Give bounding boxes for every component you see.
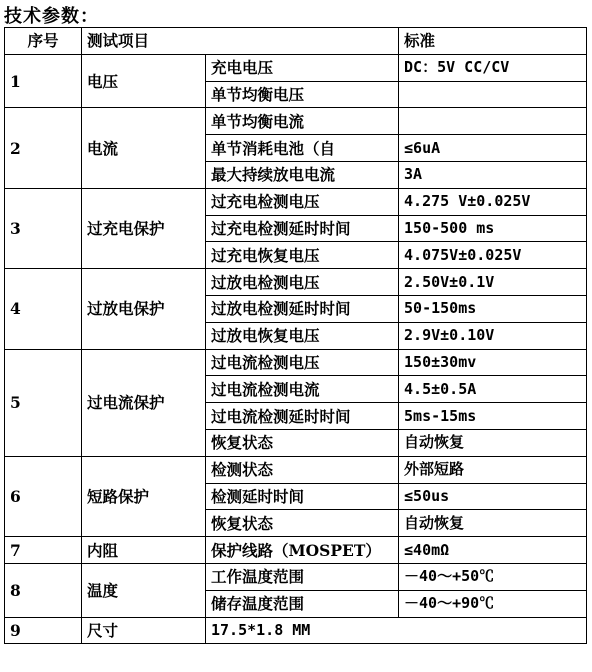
standard-value: 4.5±0.5A <box>399 376 587 403</box>
test-item: 尺寸 <box>82 617 206 644</box>
sub-item: 单节均衡电压 <box>206 81 399 108</box>
standard-value: 自动恢复 <box>399 429 587 456</box>
table-row <box>5 188 587 215</box>
row-number: 4 <box>5 269 82 349</box>
header-standard: 标准 <box>399 28 587 55</box>
row-number: 2 <box>5 108 82 188</box>
spec-body <box>5 54 587 644</box>
standard-value <box>399 108 587 135</box>
standard-value: 150-500 ms <box>399 215 587 242</box>
table-row <box>5 456 587 483</box>
table-row <box>5 349 587 376</box>
sub-item: 过充电恢复电压 <box>206 242 399 269</box>
table-row <box>5 563 587 590</box>
sub-item: 恢复状态 <box>206 510 399 537</box>
sub-item: 过电流检测电流 <box>206 376 399 403</box>
row-number: 6 <box>5 456 82 536</box>
standard-value <box>399 81 587 108</box>
sub-item: 工作温度范围 <box>206 563 399 590</box>
row-number: 8 <box>5 563 82 617</box>
test-item: 内阻 <box>82 537 206 564</box>
test-item: 温度 <box>82 563 206 617</box>
standard-value: 2.9V±0.10V <box>399 322 587 349</box>
sub-item: 过充电检测延时时间 <box>206 215 399 242</box>
sub-item: 储存温度范围 <box>206 590 399 617</box>
standard-value: ≤50us <box>399 483 587 510</box>
spec-table <box>4 27 587 644</box>
row-number: 9 <box>5 617 82 644</box>
sub-item: 过放电检测电压 <box>206 269 399 296</box>
header-no: 序号 <box>5 28 82 55</box>
sub-item: 充电电压 <box>206 54 399 81</box>
standard-value: 自动恢复 <box>399 510 587 537</box>
standard-value: 2.50V±0.1V <box>399 269 587 296</box>
standard-value: DC：5V CC/CV <box>399 54 587 81</box>
sub-item: 恢复状态 <box>206 429 399 456</box>
standard-value: 17.5*1.8 MM <box>206 617 587 644</box>
standard-value: 3A <box>399 161 587 188</box>
sub-item: 单节均衡电流 <box>206 108 399 135</box>
test-item: 过放电保护 <box>82 269 206 349</box>
sub-item: 保护线路（MOSPET） <box>206 537 399 564</box>
row-number: 1 <box>5 54 82 108</box>
sub-item: 检测状态 <box>206 456 399 483</box>
row-number: 5 <box>5 349 82 456</box>
sub-item: 过电流检测电压 <box>206 349 399 376</box>
standard-value: －40～+50℃ <box>399 563 587 590</box>
table-row <box>5 269 587 296</box>
row-number: 3 <box>5 188 82 268</box>
row-number: 7 <box>5 537 82 564</box>
sub-item: 最大持续放电电流 <box>206 161 399 188</box>
standard-value: －40～+90℃ <box>399 590 587 617</box>
sub-item: 过充电检测电压 <box>206 188 399 215</box>
page-title: 技术参数： <box>4 6 99 27</box>
standard-value: 50-150ms <box>399 295 587 322</box>
standard-value: ≤40mΩ <box>399 537 587 564</box>
table-row <box>5 537 587 564</box>
table-header-row <box>5 28 587 55</box>
sub-item: 检测延时时间 <box>206 483 399 510</box>
table-row <box>5 54 587 81</box>
sub-item: 过电流检测延时时间 <box>206 403 399 430</box>
test-item: 电流 <box>82 108 206 188</box>
sub-item: 单节消耗电池（自 <box>206 135 399 162</box>
standard-value: 4.275 V±0.025V <box>399 188 587 215</box>
sub-item: 过放电恢复电压 <box>206 322 399 349</box>
standard-value: ≤6uA <box>399 135 587 162</box>
table-row <box>5 617 587 644</box>
test-item: 电压 <box>82 54 206 108</box>
table-row <box>5 108 587 135</box>
standard-value: 150±30mv <box>399 349 587 376</box>
test-item: 短路保护 <box>82 456 206 536</box>
test-item: 过充电保护 <box>82 188 206 268</box>
test-item: 过电流保护 <box>82 349 206 456</box>
sub-item: 过放电检测延时时间 <box>206 295 399 322</box>
standard-value: 5ms-15ms <box>399 403 587 430</box>
header-item: 测试项目 <box>82 28 399 55</box>
standard-value: 4.075V±0.025V <box>399 242 587 269</box>
standard-value: 外部短路 <box>399 456 587 483</box>
